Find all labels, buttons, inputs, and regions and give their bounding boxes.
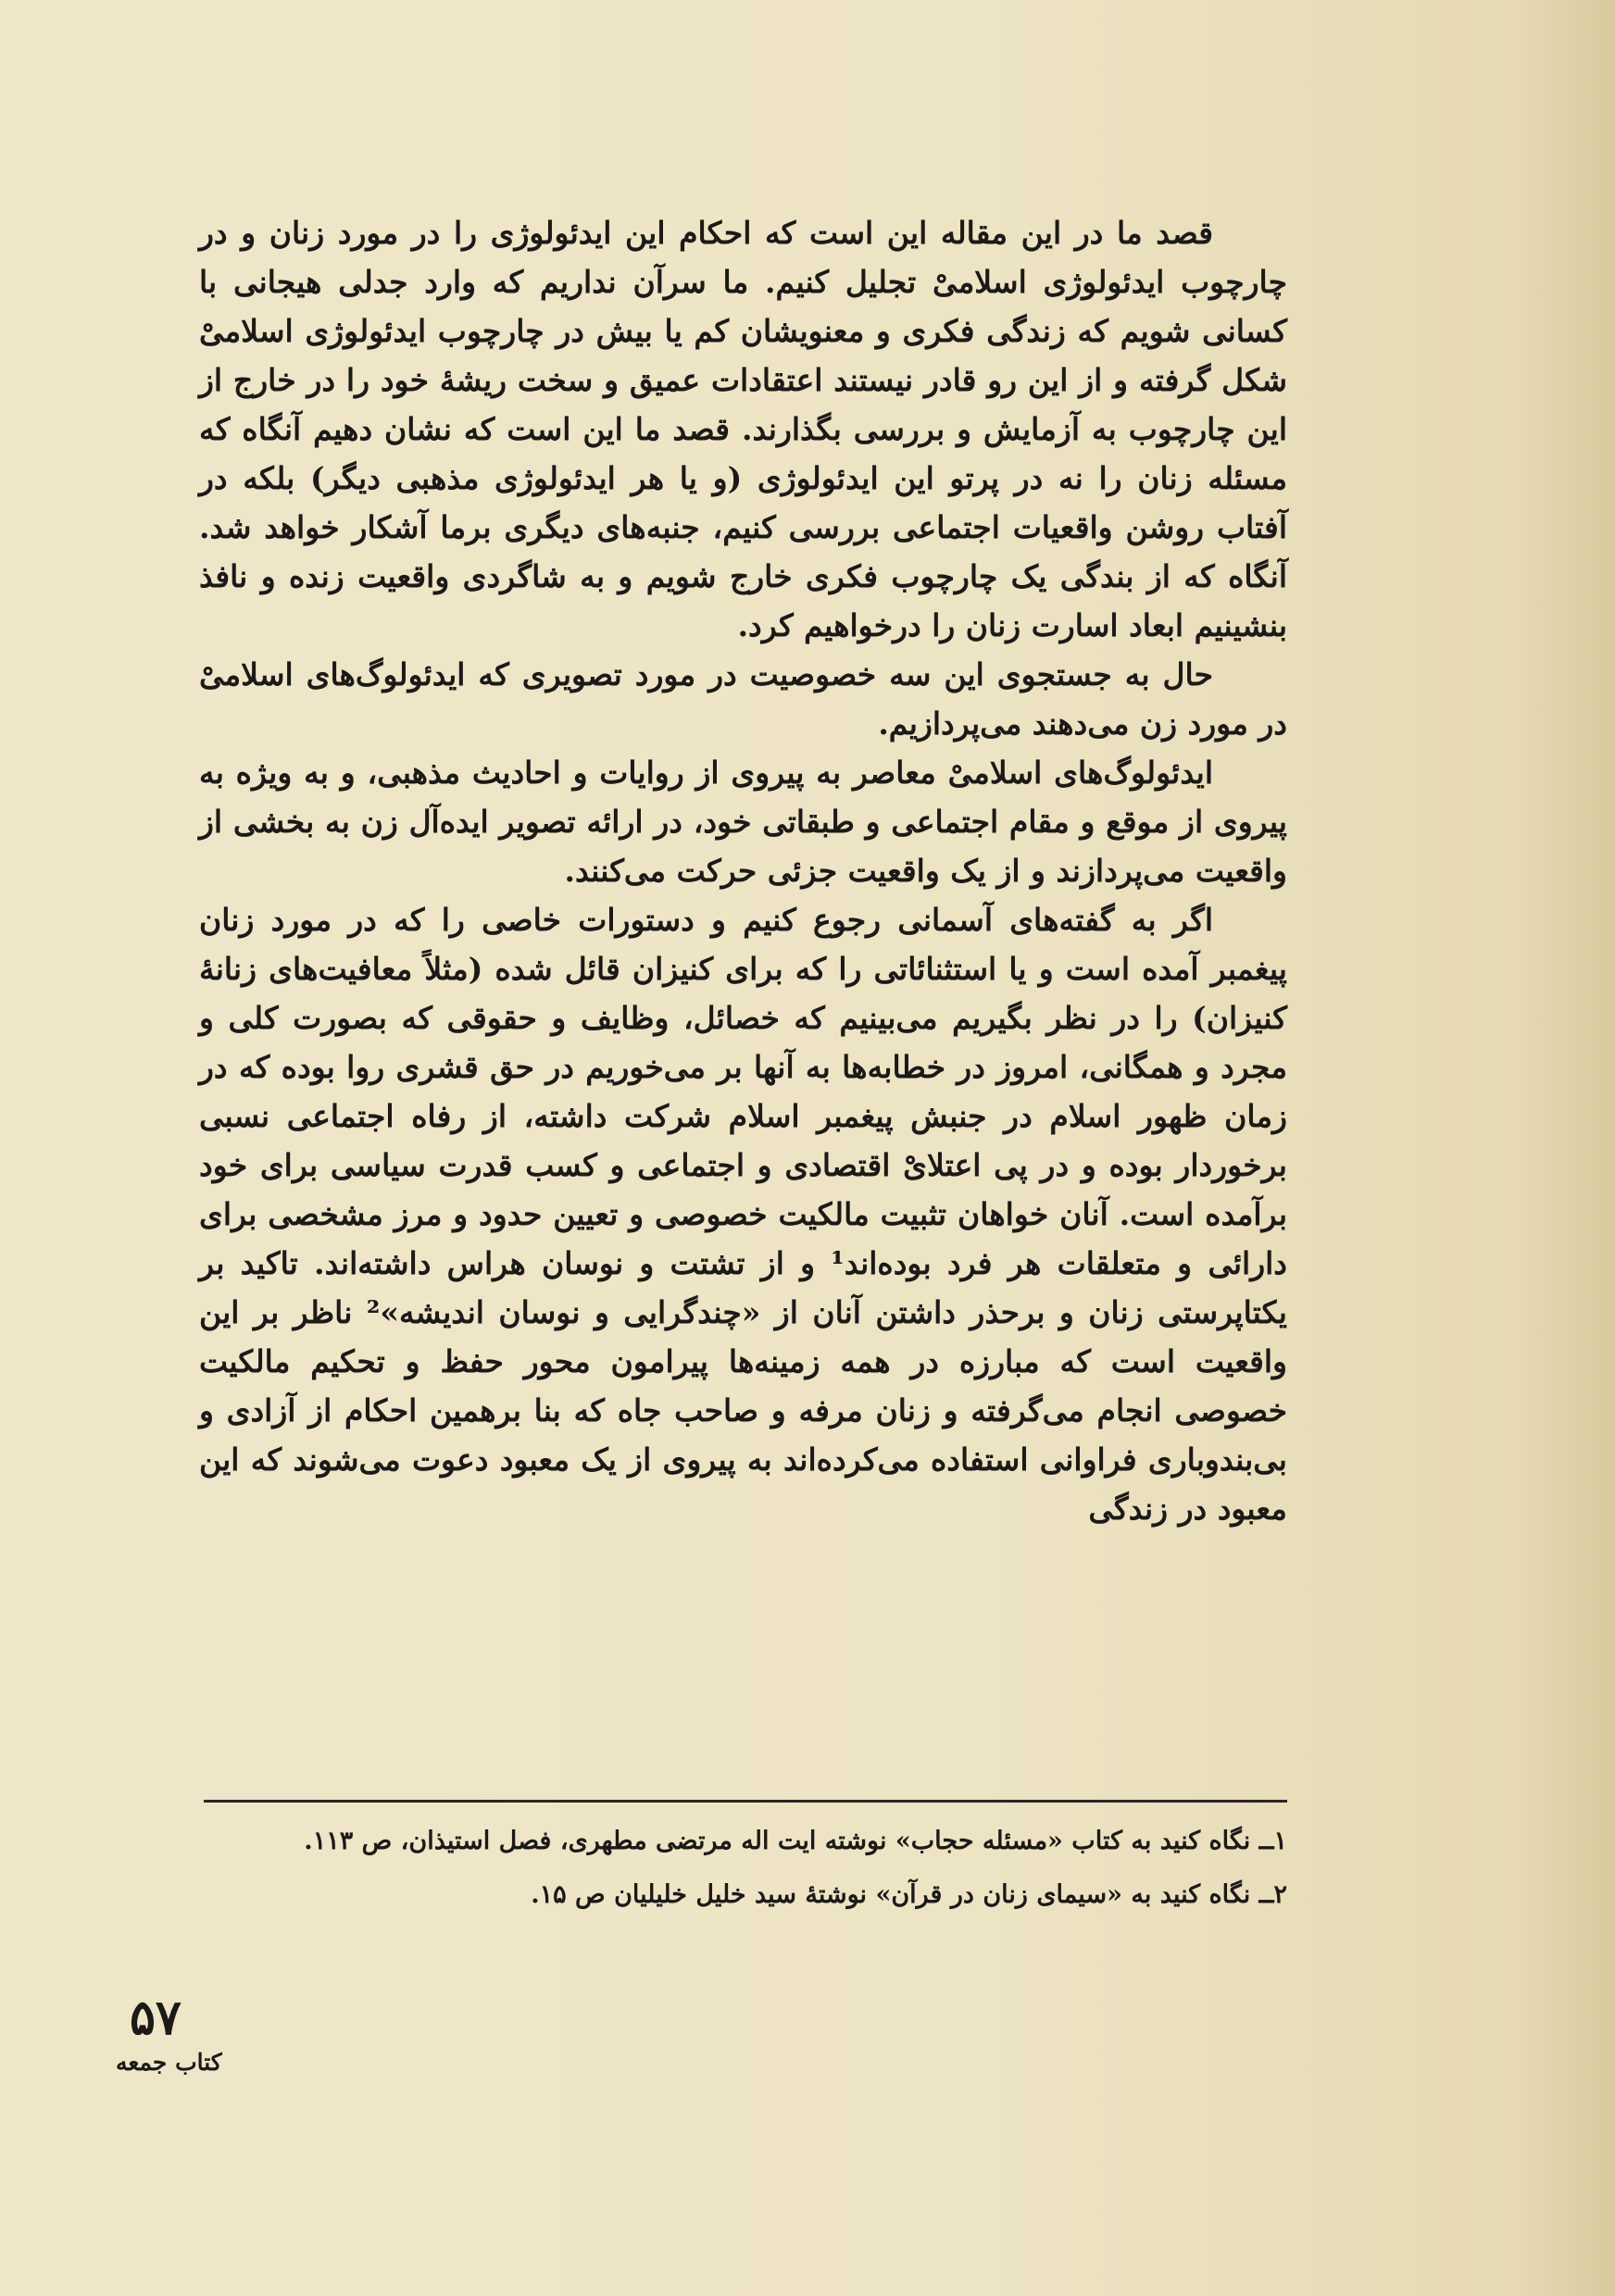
- page-number: ۵۷: [130, 1990, 182, 2046]
- footnote-divider: [204, 1800, 1287, 1803]
- publication-name: کتاب جمعه: [116, 2049, 222, 2076]
- footnote: ۱ــ نگاه کنید به کتاب «مسئله حجاب» نوشته ایت اله مرتضی مطهری، فصل استیذان، ص ۱۱۳.: [304, 1827, 1287, 1855]
- paragraph: قصد ما در این مقاله این است که احکام این ایدئولوژی را در مورد زنان و در چارچوب ایدئولوژی اسلامیْ تجلیل کنیم. ما سرآن نداریم که وارد جدلی هیجانی با کسانی شویم که زندگی فکری و معنویشان کم یا بیش در چارچوب ایدئولوژی اسلامیْ شکل گرفته و از این رو قادر نیستند اعتقادات عمیق و سخت ریشهٔ خود را در خارج از این چارچوب به آزمایش و بررسی بگذارند. قصد ما این است که نشان دهیم آنگاه که مسئله زنان را نه در پرتو این ایدئولوژی (و یا هر ایدئولوژی مذهبی دیگر) بلکه در آفتاب روشن واقعیات اجتماعی بررسی کنیم، جنبه‌های دیگری برما آشکار خواهد شد. آنگاه که از بندگی یک چارچوب فکری خارج شویم و به شاگردی واقعیت زنده و نافذ بنشینیم ابعاد اسارت زنان را درخواهیم کرد.: [199, 215, 1287, 643]
- footnote: ۲ــ نگاه کنید به «سیمای زنان در قرآن» نوشتهٔ سید خلیل خلیلیان ص ۱۵.: [531, 1880, 1287, 1909]
- paragraph: ایدئولوگ‌های اسلامیْ معاصر به پیروی از روایات و احادیث مذهبی، و به ویژه به پیروی از موقع و مقام اجتماعی و طبقاتی خود، در ارائه تصویر ایده‌آل زن به بخشی از واقعیت می‌پردازند و از یک واقعیت جزئی حرکت می‌کنند.: [199, 755, 1287, 889]
- paragraph: حال به جستجوی این سه خصوصیت در مورد تصویری که ایدئولوگ‌های اسلامیْ در مورد زن می‌دهند می‌پردازیم.: [199, 656, 1287, 742]
- article-body: [199, 208, 1287, 1533]
- footnotes: [199, 1815, 1287, 1922]
- paragraph: اگر به گفته‌های آسمانی رجوع کنیم و دستورات خاصی را که در مورد زنان پیغمبر آمده است و یا استثنائاتی را که برای کنیزان قائل شده (مثلاً معافیت‌های زنانهٔ کنیزان) را در نظر بگیریم می‌بینیم که خصائل، وظایف و حقوقی که بصورت کلی و مجرد و همگانی، امروز در خطابه‌ها به آنها بر می‌خوریم در حق قشری روا بوده که در زمان ظهور اسلام در جنبش پیغمبر اسلام شرکت داشته، از رفاه اجتماعی نسبی برخوردار بوده و در پی اعتلایْ اقتصادی و اجتماعی و کسب قدرت سیاسی برای خود برآمده است. آنان خواهان تثبیت مالکیت خصوصی و تعیین حدود و مرز مشخصی برای دارائی و متعلقات هر فرد بوده‌اند¹ و از تشتت و نوسان هراس داشته‌اند. تاکید بر یکتاپرستی زنان و برحذر داشتن آنان از «چندگرایی و نوسان اندیشه»² ناظر بر این واقعیت است که مبارزه در همه زمینه‌ها پیرامون محور حفظ و تحکیم مالکیت خصوصی انجام می‌گرفته و زنان مرفه و صاحب جاه که بنا برهمین احکام از آزادی و بی‌بندوباری فراوانی استفاده می‌کرده‌اند به پیروی از یک معبود دعوت می‌شوند که این معبود در زندگی: [199, 902, 1288, 1527]
